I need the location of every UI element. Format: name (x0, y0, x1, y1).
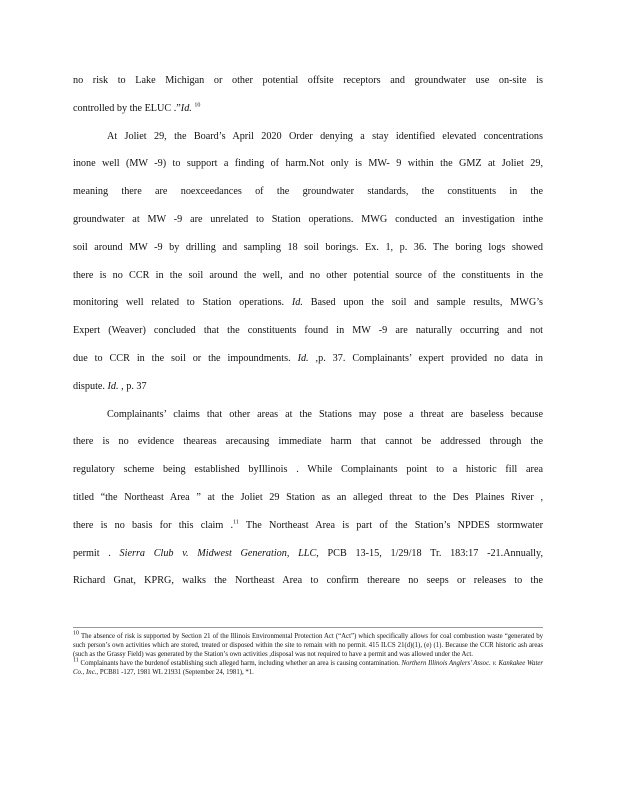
case-citation: Sierra Club v. Midwest Generation, LLC (119, 547, 317, 559)
citation: Id. (291, 297, 303, 309)
footnotes (73, 632, 543, 677)
text-run: groundwater at MW -9 are unrelated to Station operations. MWG conducted an investigation inthe (73, 213, 543, 225)
text-run: titled “the Northeast Area ” at the Joliet 29 Station as an alleged threat to the Des Plaines River , (73, 491, 543, 503)
footnote-text: Complainants have the burdenof establishing such alleged harm, including whether an area is causing contamination. (80, 660, 400, 668)
footnote-number: 11 (73, 658, 79, 665)
text-run: monitoring well related to Station operations. (73, 297, 285, 309)
text-run: there is no evidence theareas arecausing immediate harm that cannot be addressed through the (73, 436, 543, 448)
paragraph-2-line-3 (73, 178, 543, 206)
text-run: there is no basis for this claim . (73, 519, 234, 531)
footnote-ref-10[interactable]: 10 (194, 102, 201, 109)
body-text (73, 67, 543, 595)
footnote-text: , PCB81 -127, 1981 WL 21931 (September 24, 1981), *1. (96, 669, 254, 677)
text-run: meaning there are noexceedances of the groundwater standards, the constituents in the (73, 186, 543, 198)
paragraph-3-line-4 (73, 484, 543, 512)
text-run: inone well (MW -9) to support a finding of harm.Not only is MW- 9 within the GMZ at Joliet 29, (73, 158, 543, 170)
paragraph-3-line-1 (73, 401, 543, 429)
paragraph-3-line-3 (73, 456, 543, 484)
text-run: regulatory scheme being established byIllinois . While Complainants point to a historic fill area (73, 464, 543, 476)
paragraph-2-line-8 (73, 317, 543, 345)
text-run: The Northeast Area is part of the Station’s NPDES stormwater (245, 519, 543, 531)
footnote-number: 10 (73, 630, 79, 637)
text-run: permit . (73, 547, 111, 559)
citation: Id. (107, 380, 119, 392)
text-run: soil around MW -9 by drilling and sampling 18 soil borings. Ex. 1, p. 36. The boring logs showed (73, 241, 543, 253)
paragraph-2-line-4 (73, 206, 543, 234)
text-run: , PCB 13-15, 1/29/18 Tr. 183:17 -21.Annually, (316, 547, 543, 559)
text-run: Richard Gnat, KPRG, walks the Northeast Area to confirm thereare no seeps or releases to the (73, 575, 543, 587)
text-run: Expert (Weaver) concluded that the constituents found in MW -9 are naturally occurring and not (73, 325, 543, 337)
citation: Id. (180, 102, 192, 114)
text-run: due to CCR in the soil or the impoundments. (73, 352, 291, 364)
paragraph-1-line-2 (73, 95, 543, 123)
paragraph-2-line-6 (73, 262, 543, 290)
text-run: there is no CCR in the soil around the well, and no other potential source of the constituents in the (73, 269, 543, 281)
case-citation: Northern Illinois Anglers’ Assoc. v. Kankakee Water Co., Inc. (73, 660, 544, 677)
footnote-ref-11[interactable]: 11 (233, 519, 239, 526)
footnote-text: The absence of risk is supported by Section 21 of the Illinois Environmental Protection Act (“Act”) which specifically allows for coal combustion waste “generated by such person’s own activities which are stored, treated or disposed within the site to remain with no permit. 415 ILCS 21(d)(1), (e) (1). Because the CCR historic ash areas (such as the Grassy Field) was generated by the Station’s own activities ,disposal was not required to have a permit and was allowed under the Act. (73, 633, 543, 659)
text-run: dispute. (73, 380, 105, 392)
text-run: At Joliet 29, the Board’s April 2020 Order denying a stay identified elevated concentrations (107, 130, 543, 142)
paragraph-2-line-7 (73, 289, 543, 317)
paragraph-2-line-2 (73, 150, 543, 178)
text-run: ,p. 37. Complainants’ expert provided no data in (315, 352, 543, 364)
paragraph-2-line-9 (73, 345, 543, 373)
text-run: Complainants’ claims that other areas at the Stations may pose a threat are baseless because (107, 408, 543, 420)
paragraph-3-line-5 (73, 512, 543, 540)
paragraph-2-line-5 (73, 234, 543, 262)
footnote-separator (73, 627, 543, 628)
paragraph-2-line-10 (73, 373, 543, 401)
paragraph-2-line-1 (73, 123, 543, 151)
text-run: Based upon the soil and sample results, MWG’s (310, 297, 543, 309)
paragraph-3-line-6 (73, 540, 543, 568)
paragraph-1-line-1 (73, 67, 543, 95)
footnote-10 (73, 632, 543, 659)
text-run: controlled by the ELUC .” (73, 102, 181, 114)
paragraph-3-line-7 (73, 567, 543, 595)
text-run: , p. 37 (121, 380, 147, 392)
paragraph-3-line-2 (73, 428, 543, 456)
citation: Id. (297, 352, 309, 364)
text-run: no risk to Lake Michigan or other potential offsite receptors and groundwater use on-site is (73, 75, 543, 86)
footnote-11 (73, 659, 543, 677)
